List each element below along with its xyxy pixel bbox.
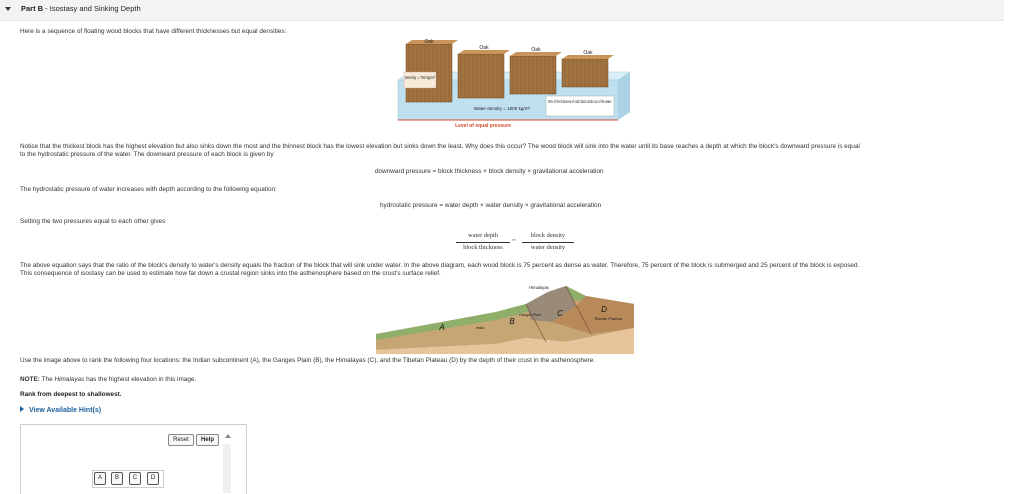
tile-d[interactable]: D: [147, 472, 159, 485]
wood-block-2: [458, 54, 504, 98]
india-label: India: [475, 325, 485, 330]
downward-pressure-equation: downward pressure = block thickness × block density × gravitational acceleration: [375, 168, 604, 175]
reset-button[interactable]: Reset: [168, 434, 194, 446]
scroll-up-icon[interactable]: [225, 434, 231, 438]
ratio-equation: [456, 232, 576, 254]
wood-block-3: [510, 56, 556, 94]
tile-c[interactable]: C: [129, 472, 141, 485]
frac-num-left: water depth: [468, 232, 498, 239]
paragraph-1-line-2: to the hydrostatic pressure of the water. The downward pressure of each block is given by: [20, 151, 274, 158]
part-header[interactable]: [0, 0, 1004, 21]
location-marker-b: B: [509, 317, 515, 326]
help-button[interactable]: Help: [196, 434, 219, 446]
himalayas-label: Himalayas: [529, 285, 549, 290]
rank-label: Rank from deepest to shallowest.: [20, 391, 122, 398]
block-label-2: Oak: [479, 45, 489, 51]
hydrostatic-pressure-equation: hydrostatic pressure = water depth × water density × gravitational acceleration: [380, 202, 602, 209]
location-marker-d: D: [601, 305, 607, 314]
paragraph-4-line-1: The above equation says that the ratio of the block's density to water's density equals the fraction of the block that will sink under water. In the above diagram, each wood block is 75 percent as dense as water. Therefore, 75 percent of the block is submerged and 25 percent of the block is exposed.: [20, 262, 860, 269]
view-hints-link[interactable]: View Available Hint(s): [20, 406, 101, 414]
wood-block-4: [562, 59, 608, 87]
expand-caret-icon: [20, 406, 24, 412]
frac-den-right: water density: [522, 242, 574, 251]
collapse-caret-icon[interactable]: [5, 7, 11, 11]
equals-sign: =: [512, 237, 516, 244]
block-label-4: Oak: [583, 50, 593, 56]
tile-b[interactable]: B: [111, 472, 123, 485]
paragraph-3: Setting the two pressures equal to each other gives: [20, 218, 166, 225]
block-label-3: Oak: [531, 47, 541, 53]
part-title: Part B - Isostasy and Sinking Depth: [21, 4, 141, 13]
tibetan-plateau-label: Tibetan Plateau: [594, 316, 622, 321]
block-label-1: Oak: [424, 39, 434, 45]
scrollbar[interactable]: [223, 444, 231, 493]
instruction-text: Use the image above to rank the following four locations: the Indian subcontinent (A), the Ganges Plain (B), the Himalayas (C), and the Tibetan Plateau (D) by the depth of their crust in the asthenosphere.: [20, 357, 596, 364]
pressure-level-label: Level of equal pressure: [455, 123, 511, 129]
frac-num-right: block density: [530, 232, 566, 239]
ganges-plain-label: Ganges Plain: [519, 312, 541, 317]
note-text: NOTE: The Himalayas has the highest elevation in this image.: [20, 376, 197, 383]
water-density-label: Water density = 1000 kg/m³: [473, 106, 531, 111]
location-marker-c: C: [557, 309, 563, 318]
paragraph-4-line-2: This consequence of isostasy can be used to estimate how far down a crustal region sinks into the asthenosphere based on the crust's surface relief.: [20, 270, 441, 277]
thickness-note-label: 25% of the thickness of each block sticks out of the water.: [548, 99, 612, 104]
intro-text: Here is a sequence of floating wood blocks that have different thicknesses but equal densities:: [20, 28, 287, 35]
himalaya-cross-section-figure: [376, 282, 634, 354]
tile-a[interactable]: A: [94, 472, 106, 485]
paragraph-2: The hydrostatic pressure of water increases with depth according to the following equation:: [20, 186, 277, 193]
frac-den-left: block thickness: [456, 242, 510, 251]
paragraph-1-line-1: Notice that the thickest block has the highest elevation but also sinks down the most and the thinnest block has the lowest elevation but sinks down the least. Why does this occur? The wood block will sink into the water until its base reaches a depth at which the block's downward pressure is equal: [20, 143, 860, 150]
wood-blocks-figure: [380, 36, 630, 131]
density-label: Density = 750 kg/m³: [405, 75, 436, 80]
location-marker-a: A: [439, 323, 445, 332]
